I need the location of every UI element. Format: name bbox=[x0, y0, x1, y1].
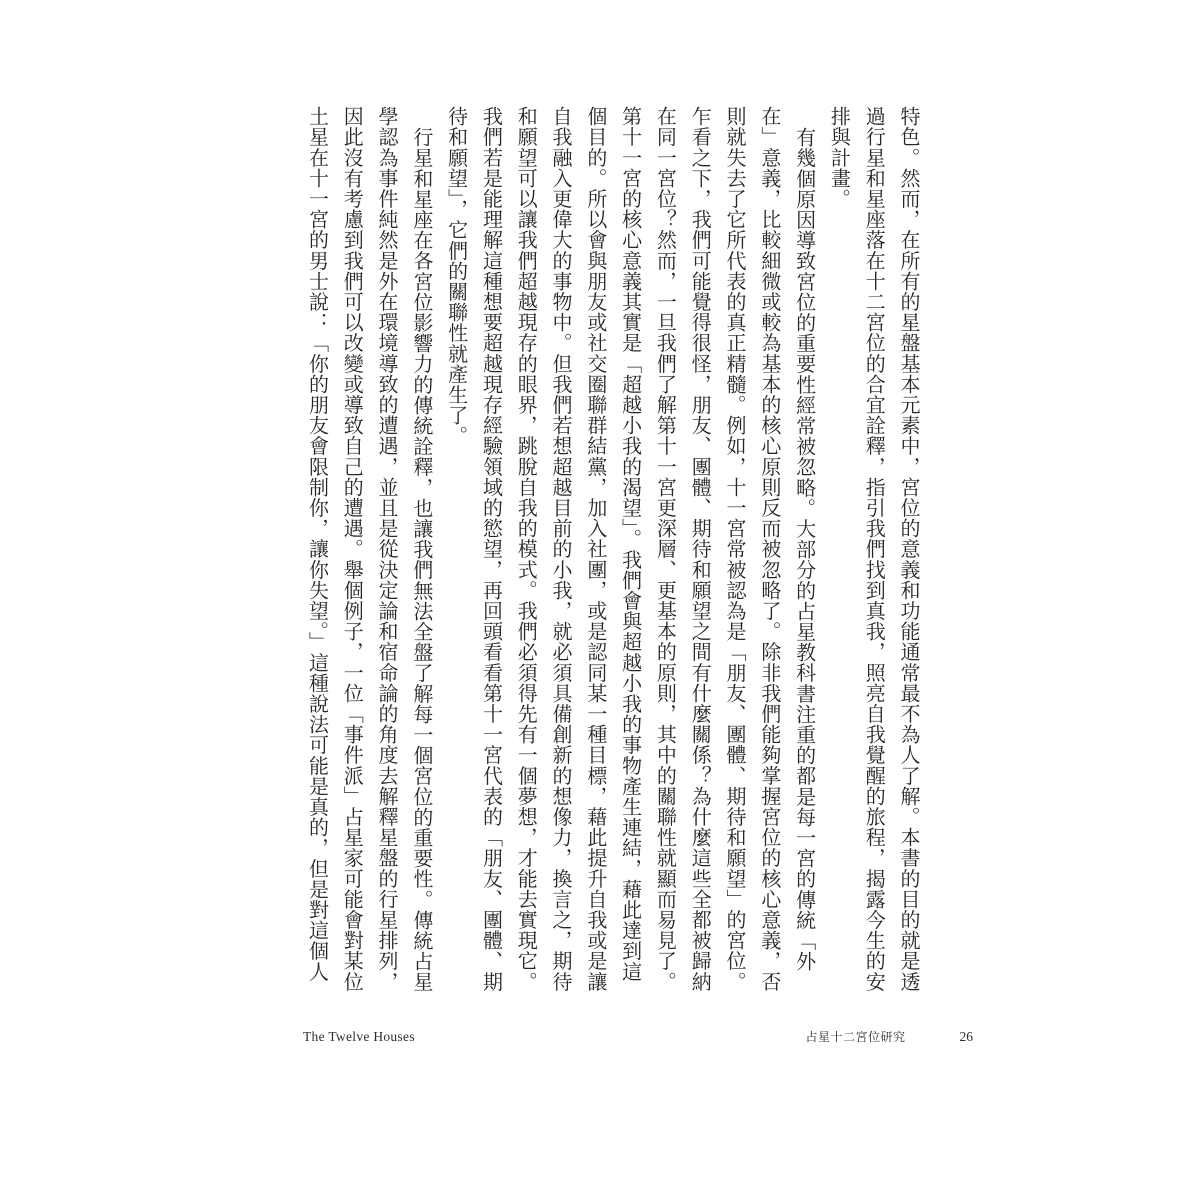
paragraph: 特色。然而，在所有的星盤基本元素中，宮位的意義和功能通常最不為人了解。本書的目的就是透過行星和星座落在十二宮位的合宜詮釋，指引我們找到真我，照亮自我覺醒的旅程，揭露今生的安排與計畫。 bbox=[827, 106, 919, 992]
footer-page-number: 26 bbox=[959, 1029, 973, 1044]
paragraph: 有幾個原因導致宮位的重要性經常被忽略。大部分的占星教科書注重的都是每一宮的傳統「外在」意義，比較細微或較為基本的核心原則反而被忽略了。除非我們能夠掌握宮位的核心意義，否則就失去了它所代表的真正精髓。例如，十一宮常被認為是「朋友、團體、期待和願望」的宮位。乍看之下，我們可能覺得很怪，朋友、團體、期待和願望之間有什麼關係？為什麼這些全都被歸納在同一宮位？然而，一旦我們了解第十一宮更深層、更基本的原則，其中的關聯性就顯而易見了。第十一宮的核心意義其實是「超越小我的渴望」。我們會與超越小我的事物產生連結，藉此達到這個目的。所以會與朋友或社交圈聯群結黨，加入社團，或是認同某一種目標，藉此提升自我或是讓自我融入更偉大的事物中。但我們若想超越目前的小我，就必須具備創新的想像力，換言之，期待和願望可以讓我們超越現存的眼界，跳脫自我的模式。我們必須得先有一個夢想，才能去實現它。我們若是能理解這種想要超越現存經驗領域的慾望，再回頭看看第十一宮代表的「朋友、團體、期待和願望」，它們的關聯性就產生了。 bbox=[444, 106, 815, 992]
paragraph: 行星和星座在各宮位影響力的傳統詮釋，也讓我們無法全盤了解每一個宮位的重要性。傳統占星學認為事件純然是外在環境導致的遭遇，並且是從決定論和宿命論的角度去解釋星盤的行星排列，因此沒有考慮到我們可以改變或導致自己的遭遇。舉個例子，一位「事件派」占星家可能會對某位土星在十一宮的男士說：「你的朋友會限制你，讓你失望。」這種說法可能是真的，但是對這個人 bbox=[305, 106, 432, 992]
page-footer bbox=[303, 1028, 973, 1045]
footer-book-title-zh: 占星十二宮位研究 bbox=[805, 1030, 906, 1044]
body-text bbox=[297, 106, 925, 994]
footer-right-group bbox=[805, 1028, 973, 1045]
footer-book-title-en: The Twelve Houses bbox=[303, 1029, 415, 1044]
